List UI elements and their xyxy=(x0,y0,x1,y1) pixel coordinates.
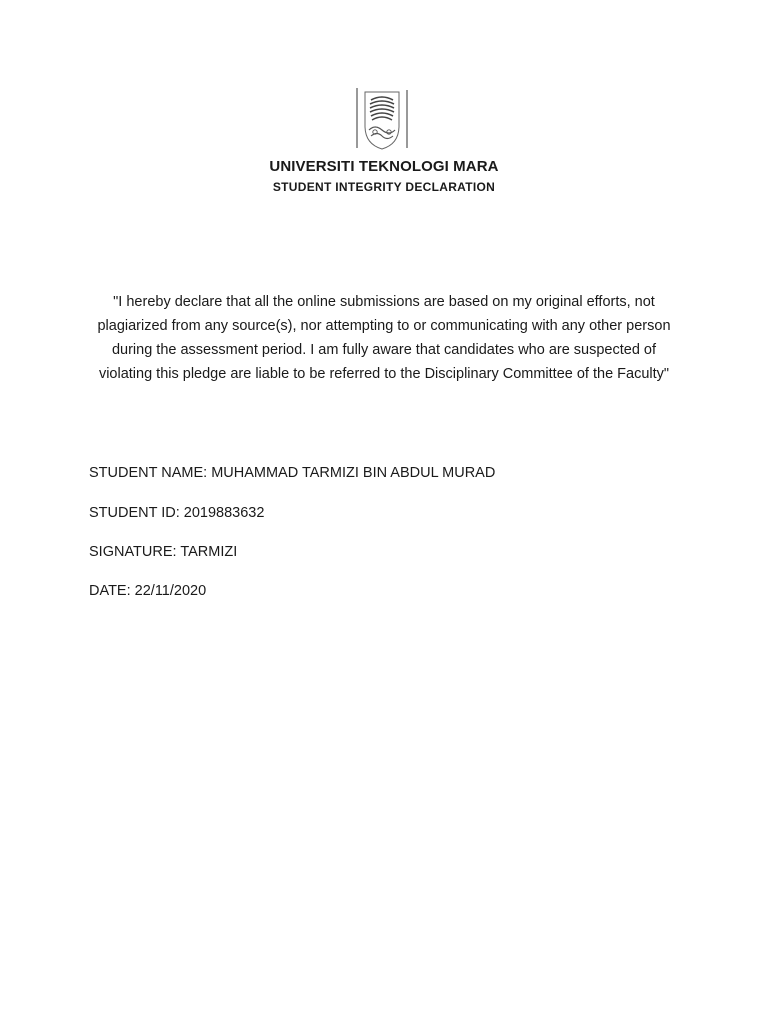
pledge-paragraph: "I hereby declare that all the online submissions are based on my original efforts, not plagiarized from any source(s), nor attempting to or communicating with any other person during the assessment period. I am fully aware that candidates who are suspected of violating this pledge are liable to be referred to the Disciplinary Committee of the Faculty" xyxy=(97,294,671,382)
date-label: DATE: xyxy=(89,583,135,599)
signature-value: TARMIZI xyxy=(180,544,238,560)
signature-label: SIGNATURE: xyxy=(89,544,181,560)
student-id-value: 2019883632 xyxy=(183,505,265,521)
student-id-label: STUDENT ID: xyxy=(89,505,184,521)
student-name-field xyxy=(89,465,495,481)
university-name: UNIVERSITI TEKNOLOGI MARA xyxy=(269,158,499,175)
student-id-field xyxy=(89,505,264,521)
declaration-title: STUDENT INTEGRITY DECLARATION xyxy=(272,180,496,194)
university-crest-icon xyxy=(351,86,413,152)
date-value: 22/11/2020 xyxy=(134,583,207,599)
student-name-value: MUHAMMAD TARMIZI BIN ABDUL MURAD xyxy=(211,465,496,481)
signature-field xyxy=(89,544,237,560)
student-name-label: STUDENT NAME: xyxy=(89,465,212,481)
date-field xyxy=(89,583,206,599)
